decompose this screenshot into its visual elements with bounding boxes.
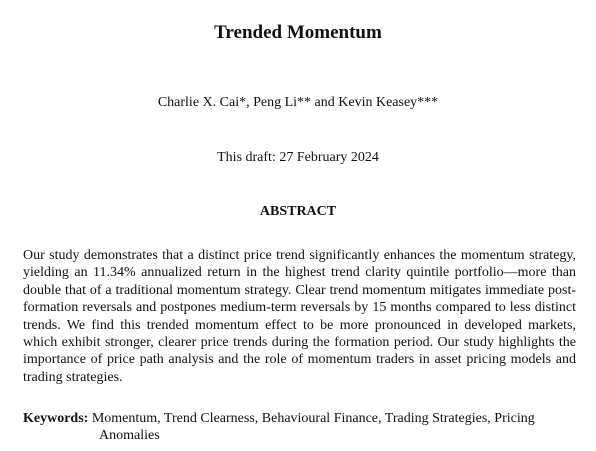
- abstract-text: Our study demonstrates that a distinct price trend significantly enhances the momentum strategy, yielding an 11.34% annualized return in the highest trend clarity quintile portfolio—more than double that of a traditional momentum strategy. Clear trend momentum mitigates immediate post-formation reversals and postpones medium-term reversals by 15 months compared to less distinct trends. We find this trended momentum effect to be more pronounced in developed markets, which exhibit stronger, clearer price trends during the formation period. Our study highlights the importance of price path analysis and the role of momentum traders in asset pricing models and trading strategies.: [23, 248, 576, 385]
- abstract-heading: ABSTRACT: [259, 204, 337, 219]
- keywords-paragraph: [23, 410, 583, 445]
- keywords-label: Keywords:: [23, 411, 89, 426]
- paper-authors: Charlie X. Cai*, Peng Li** and Kevin Keasey***: [157, 95, 439, 110]
- keywords-list: Momentum, Trend Clearness, Behavioural Finance, Trading Strategies, Pricing Anomalies: [91, 411, 535, 444]
- draft-date: This draft: 27 February 2024: [217, 150, 379, 165]
- paper-title: Trended Momentum: [214, 22, 382, 43]
